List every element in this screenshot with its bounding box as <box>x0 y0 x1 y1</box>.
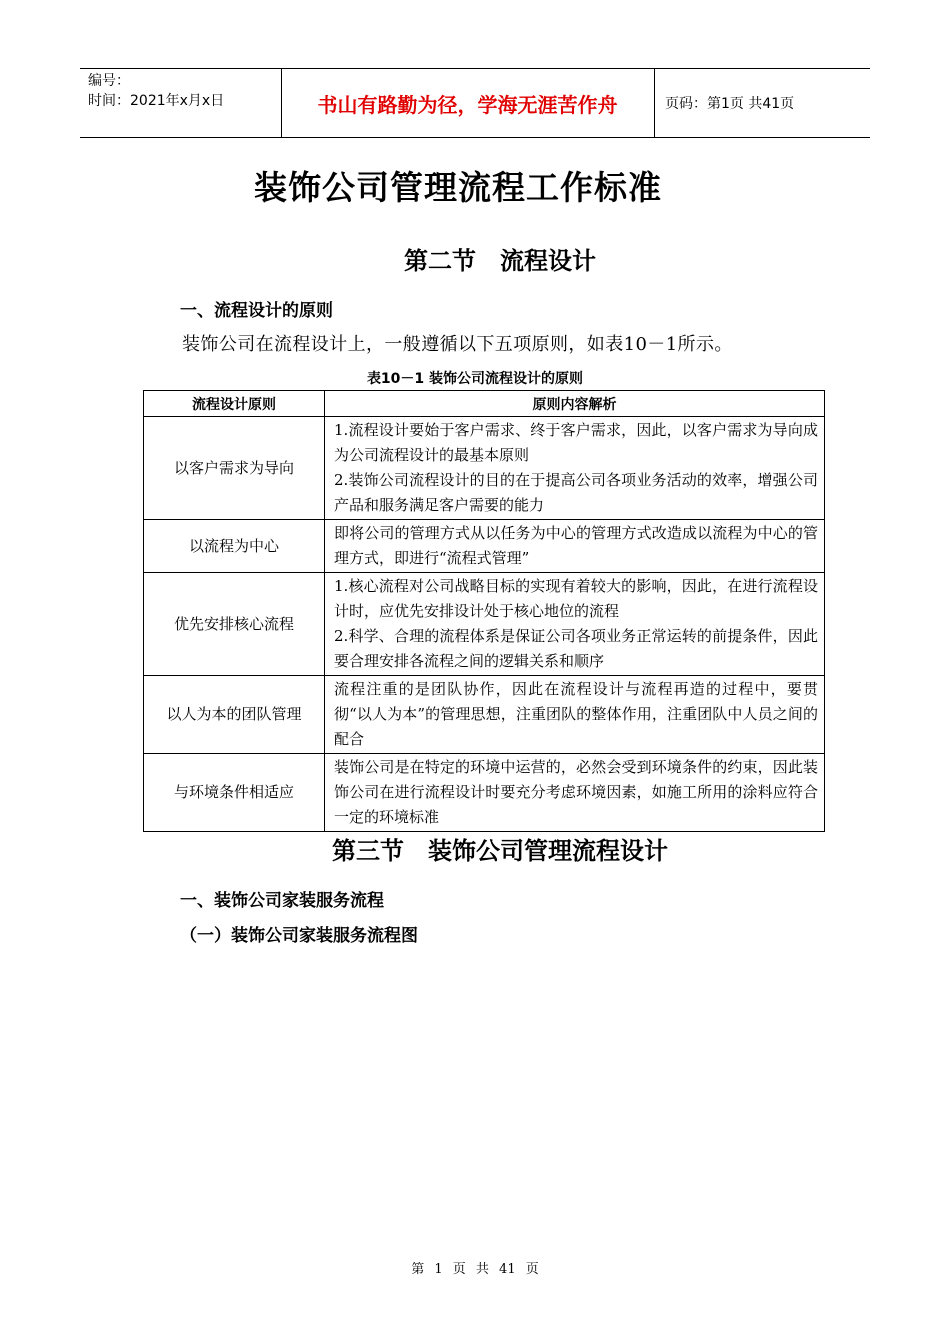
section-heading: 一、流程设计的原则 <box>180 301 333 321</box>
document-title: 装饰公司管理流程工作标准 <box>254 168 662 207</box>
table-row <box>144 676 825 754</box>
table-row <box>144 754 825 832</box>
intro-paragraph: 装饰公司在流程设计上，一般遵循以下五项原则，如表10－1所示。 <box>182 334 733 355</box>
principles-table <box>143 390 825 832</box>
header-motto: 书山有路勤为径，学海无涯苦作舟 <box>317 92 618 117</box>
principle-description <box>325 754 825 832</box>
principle-name: 优先安排核心流程 <box>144 573 325 676</box>
table-row <box>144 520 825 573</box>
principle-name: 以流程为中心 <box>144 520 325 573</box>
table-row <box>144 573 825 676</box>
table-caption: 表10－1 装饰公司流程设计的原则 <box>366 371 584 387</box>
description-line: 即将公司的管理方式从以任务为中心的管理方式改造成以流程为中心的管理方式，即进行“流程式管理” <box>334 524 818 567</box>
section-title: 第三节 装饰公司管理流程设计 <box>332 837 668 865</box>
description-line: 2.科学、合理的流程体系是保证公司各项业务正常运转的前提条件，因此要合理安排各流程之间的逻辑关系和顺序 <box>334 627 818 670</box>
page-header <box>80 68 870 138</box>
section-title: 第二节 流程设计 <box>404 247 596 275</box>
table-row <box>144 417 825 520</box>
header-page-info: 页码：第1页 共41页 <box>665 96 795 112</box>
principle-description <box>325 676 825 754</box>
description-line: 2.装饰公司流程设计的目的在于提高公司各项业务活动的效率，增强公司产品和服务满足客户需要的能力 <box>334 471 818 514</box>
page-footer: 第 1 页 共 41 页 <box>411 1262 539 1277</box>
principle-description <box>325 417 825 520</box>
subsection-heading: （一）装饰公司家装服务流程图 <box>180 926 418 946</box>
section-heading: 一、装饰公司家装服务流程 <box>180 891 384 911</box>
principle-name: 以客户需求为导向 <box>144 417 325 520</box>
principle-description <box>325 520 825 573</box>
column-header: 流程设计原则 <box>144 391 325 417</box>
principle-name: 与环境条件相适应 <box>144 754 325 832</box>
number-label: 编号： <box>88 73 130 89</box>
header-divider <box>654 69 655 137</box>
principle-name: 以人为本的团队管理 <box>144 676 325 754</box>
table-header-row <box>144 391 825 417</box>
description-line: 流程注重的是团队协作，因此在流程设计与流程再造的过程中，要贯彻“以人为本”的管理思想，注重团队的整体作用，注重团队中人员之间的配合 <box>334 680 818 748</box>
description-line: 1.核心流程对公司战略目标的实现有着较大的影响，因此，在进行流程设计时，应优先安排设计处于核心地位的流程 <box>334 577 818 620</box>
principle-description <box>325 573 825 676</box>
description-line: 1.流程设计要始于客户需求、终于客户需求，因此，以客户需求为导向成为公司流程设计的最基本原则 <box>334 421 818 464</box>
description-line: 装饰公司是在特定的环境中运营的，必然会受到环境条件的约束，因此装饰公司在进行流程设计时要充分考虑环境因素，如施工所用的涂料应符合一定的环境标准 <box>334 758 818 826</box>
time-label: 时间：2021年x月x日 <box>88 93 225 109</box>
column-header: 原则内容解析 <box>325 391 825 417</box>
header-meta <box>88 71 278 111</box>
